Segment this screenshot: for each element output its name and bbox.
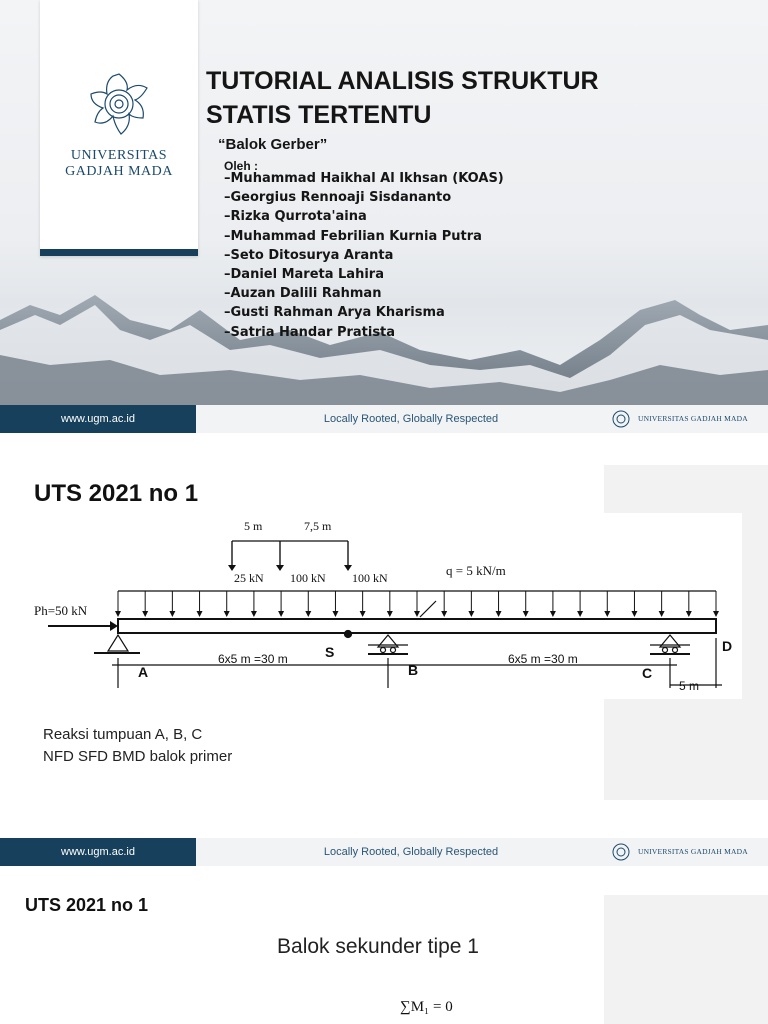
load-label-100kn-2: 100 kN: [352, 571, 388, 585]
moment-equation: ∑M₁ = 0: [400, 999, 453, 1015]
load-label-100kn-1: 100 kN: [290, 571, 326, 585]
problem-slide: [0, 445, 768, 865]
load-arrow-head: [550, 611, 556, 617]
beam-drawing: [22, 513, 742, 699]
author-item: –Muhammad Haikhal Al Ikhsan (KOAS): [224, 171, 504, 186]
author-item: –Daniel Mareta Lahira: [224, 266, 384, 282]
university-name: [40, 148, 198, 180]
seal-watermark: [604, 895, 768, 1024]
load-arrow-head: [713, 611, 719, 617]
university-name-line-1: UNIVERSITAS: [70, 148, 168, 163]
load-arrow-head: [305, 611, 311, 617]
distributed-load-label: q = 5 kN/m: [446, 563, 506, 578]
load-arrow-head: [441, 611, 447, 617]
support-c-label: C: [642, 665, 653, 681]
solution-slide: [0, 895, 768, 1024]
footer-tagline: Locally Rooted, Globally Respected: [323, 846, 499, 858]
author-list: [224, 169, 504, 342]
support-a-label: A: [138, 664, 149, 680]
footer-tagline: Locally Rooted, Globally Respected: [323, 413, 499, 425]
logo-card: [40, 0, 198, 256]
author-item: –Muhammad Febrilian Kurnia Putra: [224, 228, 482, 244]
load-arrow-head: [251, 611, 257, 617]
load-arrow-head: [686, 611, 692, 617]
author-item: –Auzan Dalili Rahman: [224, 286, 382, 302]
hinge-s-label: S: [325, 644, 335, 660]
load-label-25kn: 25 kN: [234, 571, 264, 585]
subtitle: “Balok Gerber”: [218, 136, 328, 153]
support-b-label: B: [408, 662, 419, 678]
load-arrow-head: [224, 611, 230, 617]
slide-footer: [0, 838, 768, 866]
oleh-label: Oleh :: [224, 159, 259, 173]
span-left-label: 6x5 m =30 m: [218, 652, 288, 666]
slide-footer: [0, 405, 768, 433]
load-arrow-head: [414, 611, 420, 617]
page-title: [206, 64, 726, 132]
footer-brand: UNIVERSITAS GADJAH MADA: [638, 847, 748, 856]
load-arrow-head: [659, 611, 665, 617]
logo-card-bar: [40, 249, 198, 256]
footer-url-link[interactable]: www.ugm.ac.id: [0, 405, 196, 433]
ugm-mini-logo-icon: [610, 409, 632, 429]
load-arrow-head: [142, 611, 148, 617]
load-arrow-head: [169, 611, 175, 617]
author-item: –Georgius Rennoaji Sisdananto: [224, 190, 452, 206]
title-line-1: TUTORIAL ANALISIS STRUKTUR: [206, 67, 599, 95]
author-item: –Gusti Rahman Arya Kharisma: [224, 305, 445, 321]
load-arrow-head: [468, 611, 474, 617]
horizontal-load-label: Ph=50 kN: [34, 603, 88, 618]
load-arrow-head: [360, 611, 366, 617]
dim-label-5m: 5 m: [244, 519, 263, 533]
load-arrow-head: [115, 611, 121, 617]
load-arrow-head: [332, 611, 338, 617]
load-arrow-head: [387, 611, 393, 617]
description-line-2: NFD SFD BMD balok primer: [43, 748, 233, 765]
load-arrow-head: [197, 611, 203, 617]
gerber-beam-diagram: [22, 513, 742, 699]
dim-label-7-5m: 7,5 m: [304, 519, 332, 533]
span-right-label: 6x5 m =30 m: [508, 652, 578, 666]
slide-subtitle: Balok sekunder tipe 1: [277, 935, 479, 958]
load-arrow-head: [577, 611, 583, 617]
ugm-seal-logo: [83, 68, 155, 140]
ugm-mini-logo-icon: [610, 842, 632, 862]
load-arrow-head: [604, 611, 610, 617]
footer-url-link[interactable]: www.ugm.ac.id: [0, 838, 196, 866]
load-arrow-head: [631, 611, 637, 617]
overhang-label: 5 m: [679, 679, 700, 693]
title-line-2: STATIS TERTENTU: [206, 101, 432, 129]
end-d-label: D: [722, 638, 733, 654]
load-arrow-head: [278, 611, 284, 617]
load-arrow-head: [496, 611, 502, 617]
slide-heading: UTS 2021 no 1: [34, 480, 199, 507]
description-line-1: Reaksi tumpuan A, B, C: [43, 726, 203, 743]
distributed-load-arrows: [115, 591, 719, 617]
university-name-line-2: GADJAH MADA: [65, 164, 173, 179]
problem-description: [43, 724, 232, 768]
footer-brand: UNIVERSITAS GADJAH MADA: [638, 414, 748, 423]
title-slide: [0, 0, 768, 433]
load-arrow-head: [523, 611, 529, 617]
author-item: –Satria Handar Pratista: [224, 324, 396, 340]
author-item: –Seto Ditosurya Aranta: [224, 247, 394, 263]
author-item: –Rizka Qurrota'aina: [224, 209, 367, 225]
slide-heading: UTS 2021 no 1: [25, 895, 149, 915]
